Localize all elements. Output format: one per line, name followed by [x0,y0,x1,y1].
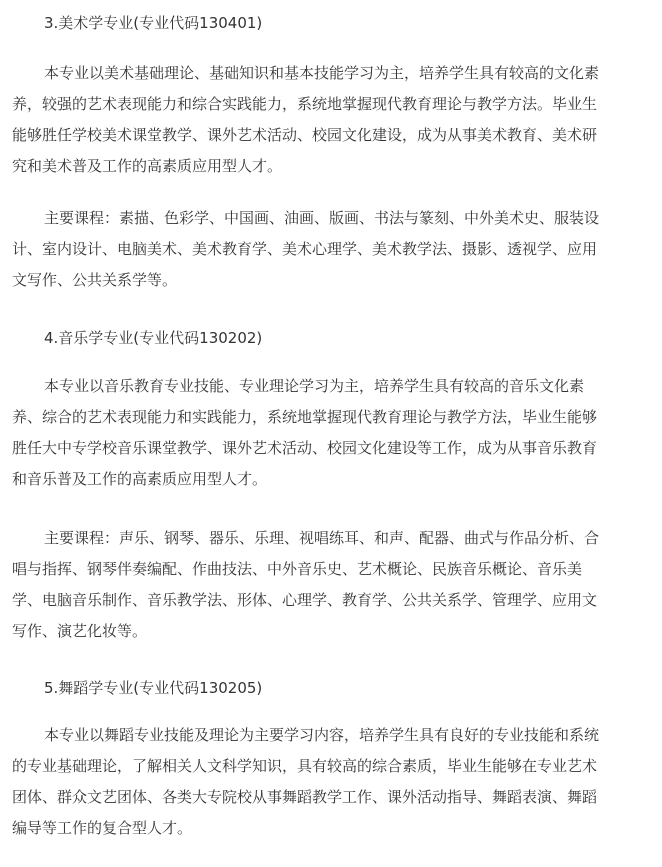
text-line: 写作、演艺化妆等。 [12,622,148,640]
text-line: 唱与指挥、钢琴伴奏编配、作曲技法、中外音乐史、艺术概论、民族音乐概论、音乐美 [12,560,583,578]
paragraph-music-courses [12,523,638,647]
text-line: 计、室内设计、电脑美术、美术教育学、美术心理学、美术教学法、摄影、透视学、应用 [12,240,598,258]
text-line: 文写作、公共关系学等。 [12,271,178,289]
paragraph-dance-description [12,720,638,844]
paragraph-music-description [12,371,638,495]
section-heading-music: 4.音乐学专业(专业代码130202) [44,329,263,347]
text-line: 本专业以美术基础理论、基础知识和基本技能学习为主，培养学生具有较高的文化素 [44,64,600,82]
text-line: 主要课程：声乐、钢琴、器乐、乐理、视唱练耳、和声、配器、曲式与作品分析、合 [44,529,600,547]
paragraph-fine-arts-courses [12,203,638,296]
text-line: 学、电脑音乐制作、音乐教学法、形体、心理学、教育学、公共关系学、管理学、应用文 [12,591,598,609]
text-line: 本专业以音乐教育专业技能、专业理论学习为主，培养学生具有较高的音乐文化素 [44,377,585,395]
text-line: 编导等工作的复合型人才。 [12,819,193,837]
section-heading-fine-arts: 3.美术学专业(专业代码130401) [44,14,263,32]
text-line: 团体、群众文艺团体、各类大专院校从事舞蹈教学工作、课外活动指导、舞蹈表演、舞蹈 [12,788,598,806]
text-line: 究和美术普及工作的高素质应用型人才。 [12,157,283,175]
text-line: 能够胜任学校美术课堂教学、课外艺术活动、校园文化建设，成为从事美术教育、美术研 [12,126,598,144]
text-line: 养、综合的艺术表现能力和实践能力，系统地掌握现代教育理论与教学方法，毕业生能够 [12,408,598,426]
section-heading-dance: 5.舞蹈学专业(专业代码130205) [44,679,263,697]
paragraph-fine-arts-description [12,58,638,182]
text-line: 和音乐普及工作的高素质应用型人才。 [12,470,268,488]
text-line: 主要课程：素描、色彩学、中国画、油画、版画、书法与篆刻、中外美术史、服装设 [44,209,600,227]
text-line: 胜任大中专学校音乐课堂教学、课外艺术活动、校园文化建设等工作，成为从事音乐教育 [12,439,598,457]
text-line: 的专业基础理论，了解相关人文科学知识，具有较高的综合素质，毕业生能够在专业艺术 [12,757,598,775]
text-line: 本专业以舞蹈专业技能及理论为主要学习内容，培养学生具有良好的专业技能和系统 [44,726,600,744]
text-line: 养，较强的艺术表现能力和综合实践能力，系统地掌握现代教育理论与教学方法。毕业生 [12,95,598,113]
